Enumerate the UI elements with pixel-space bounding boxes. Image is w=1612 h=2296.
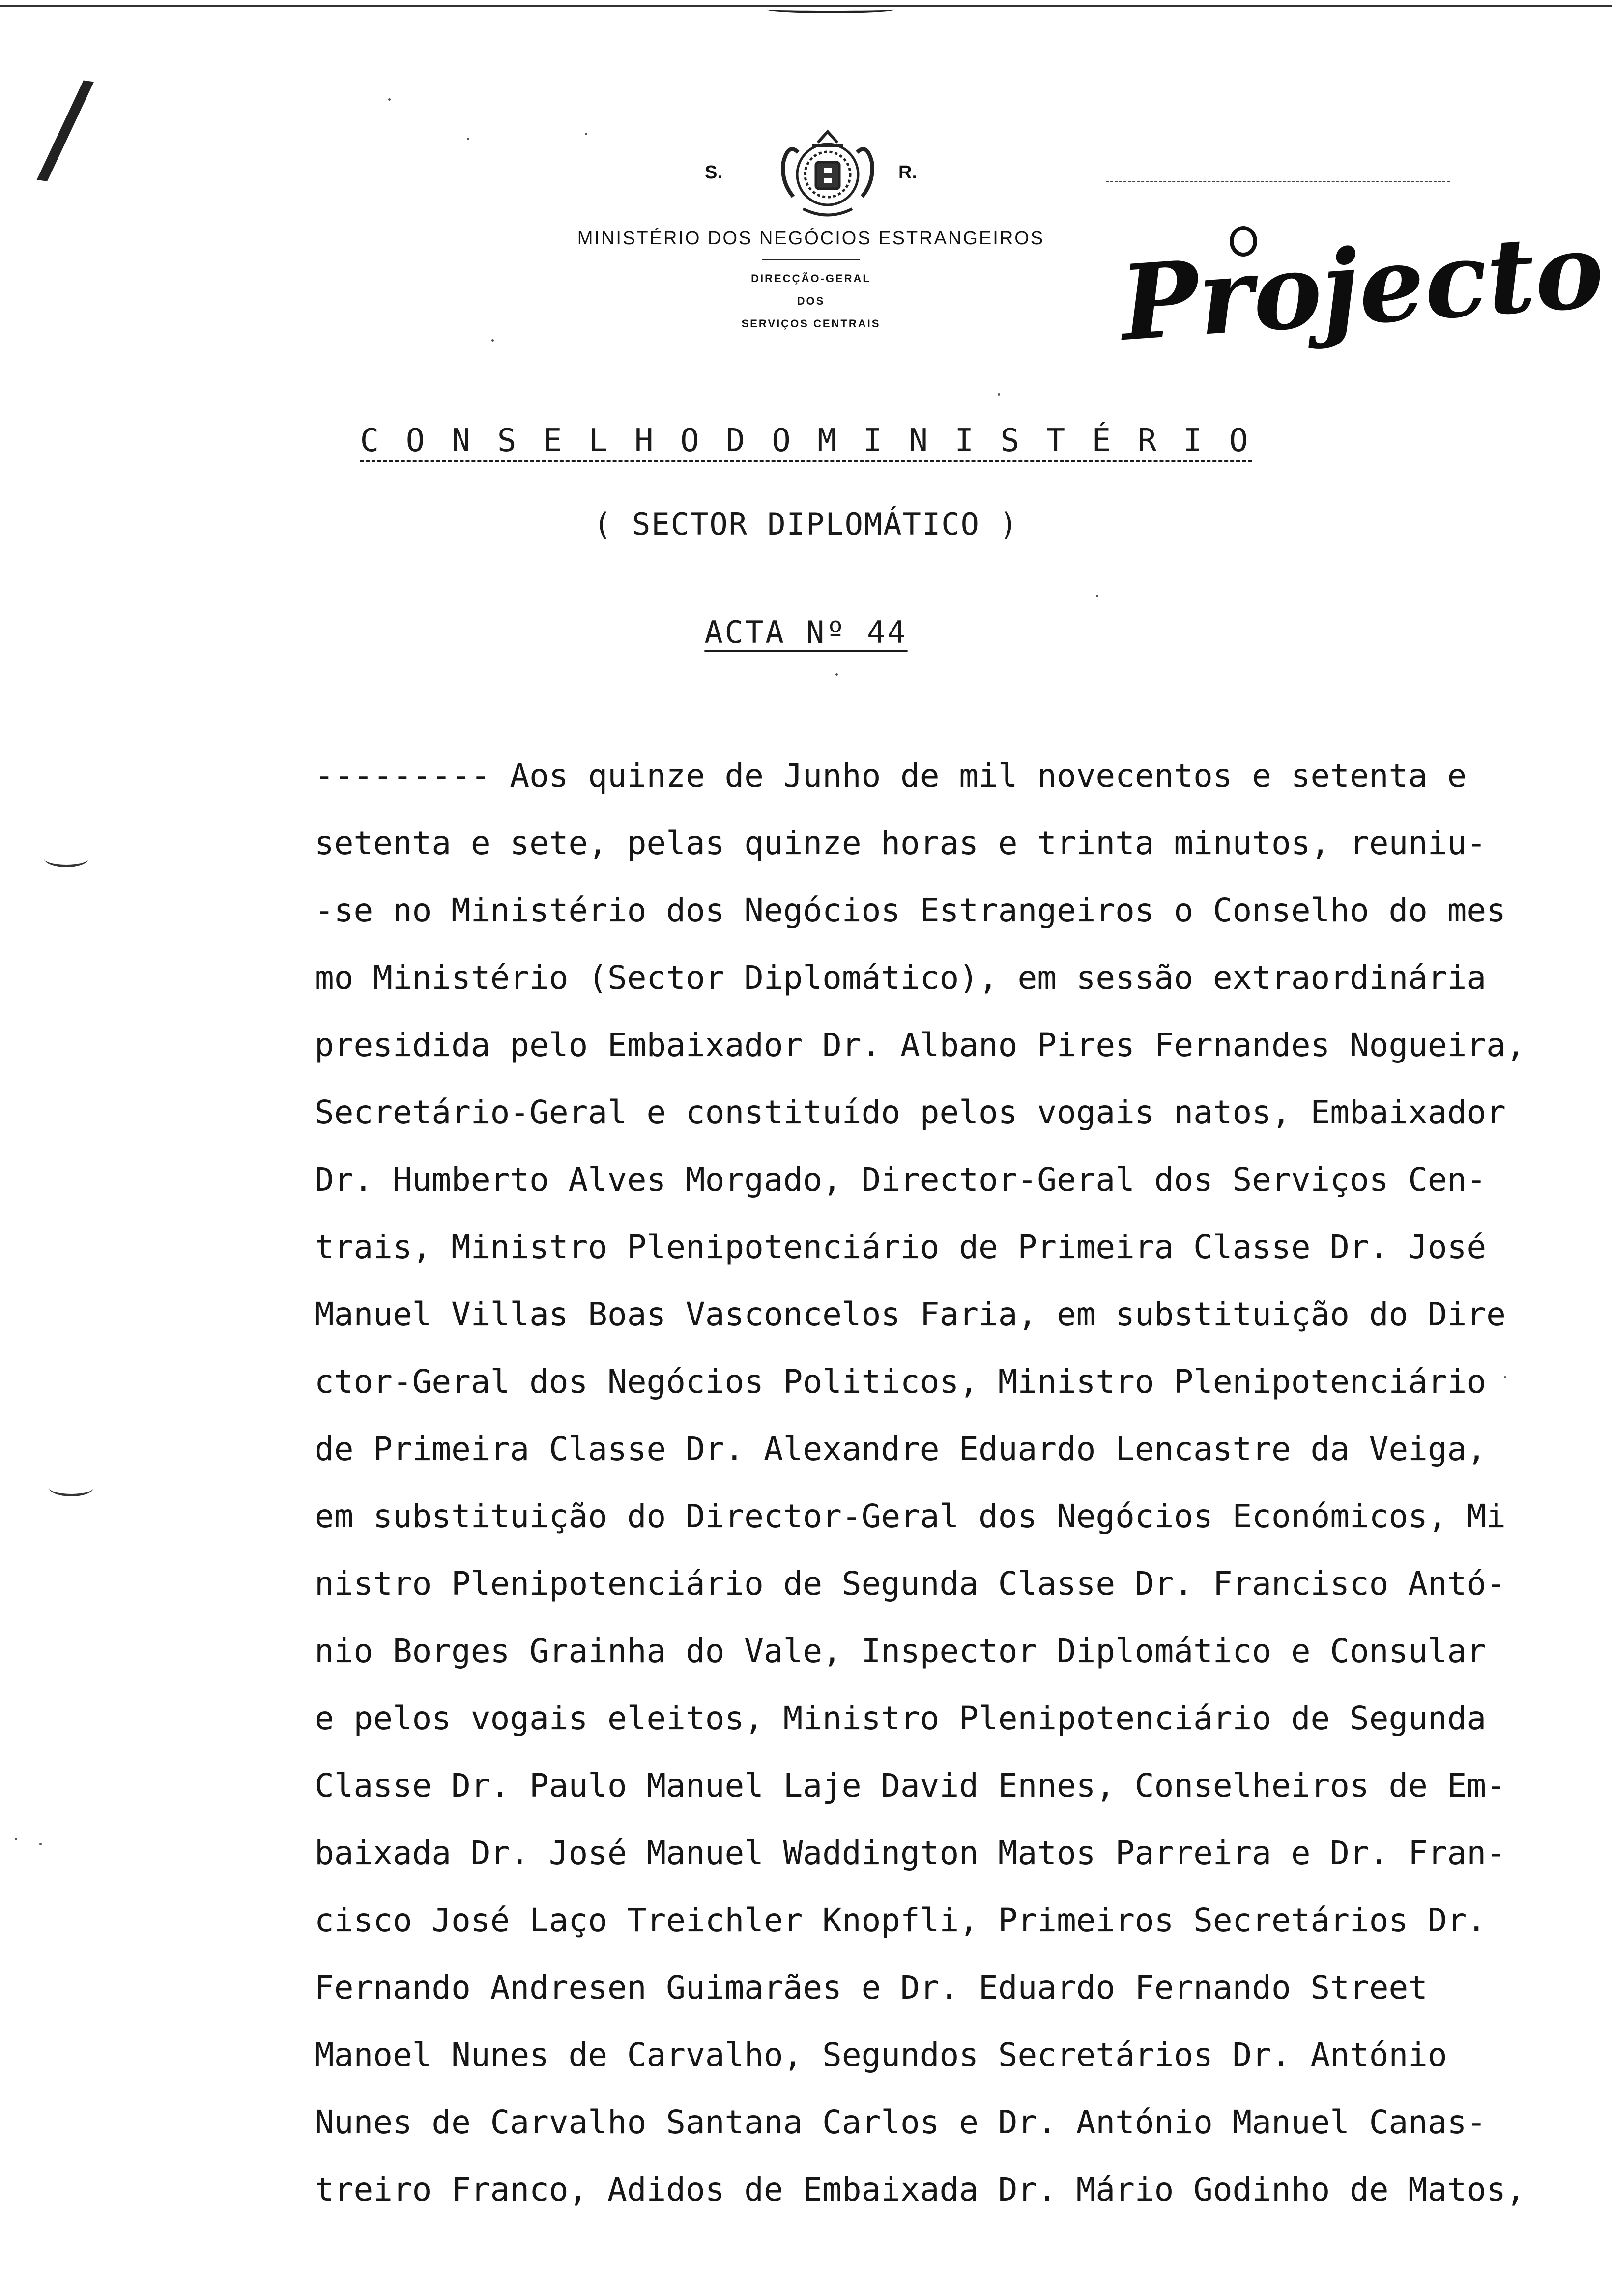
body-line: -se no Ministério dos Negócios Estrangeiros o Conselho do mes xyxy=(315,891,1506,929)
body-line: cisco José Laço Treichler Knopfli, Primeiros Secretários Dr. xyxy=(315,1901,1487,1939)
handwritten-check-mark: / xyxy=(34,51,98,204)
paper-speck xyxy=(585,133,587,135)
projecto-handwriting: Projecto xyxy=(1117,209,1608,364)
paper-speck xyxy=(491,339,494,342)
body-line: de Primeira Classe Dr. Alexandre Eduardo Lencastre da Veiga, xyxy=(315,1430,1487,1468)
body-line: baixada Dr. José Manuel Waddington Matos Parreira e Dr. Fran- xyxy=(315,1834,1506,1872)
body-line: trais, Ministro Plenipotenciário de Primeira Classe Dr. José xyxy=(315,1228,1487,1266)
margin-tick-mark xyxy=(49,1479,93,1496)
paper-speck xyxy=(39,1843,42,1845)
body-line: Manuel Villas Boas Vasconcelos Faria, em substituição do Dire xyxy=(315,1295,1506,1333)
stamp-dash-line xyxy=(1106,181,1450,182)
department-line: DIRECÇÃO-GERAL xyxy=(751,272,871,285)
document-subtitle: ( SECTOR DIPLOMÁTICO ) xyxy=(593,506,1019,542)
paper-speck xyxy=(15,1838,17,1840)
minutes-body xyxy=(315,742,1573,2223)
body-line: e pelos vogais eleitos, Ministro Plenipotenciário de Segunda xyxy=(315,1699,1487,1737)
document-title: C O N S E L H O D O M I N I S T É R I O xyxy=(360,423,1252,459)
body-line: --------- Aos quinze de Junho de mil novecentos e setenta e xyxy=(315,757,1467,795)
body-line: nio Borges Grainha do Vale, Inspector Diplomático e Consular xyxy=(315,1632,1487,1670)
body-line: Secretário-Geral e constituído pelos vogais natos, Embaixador xyxy=(315,1093,1506,1131)
paper-speck xyxy=(1096,595,1098,597)
ministry-name: MINISTÉRIO DOS NEGÓCIOS ESTRANGEIROS xyxy=(577,228,1045,249)
projecto-stamp xyxy=(1101,206,1608,413)
body-line: Nunes de Carvalho Santana Carlos e Dr. António Manuel Canas- xyxy=(315,2103,1487,2141)
crest-row xyxy=(516,118,1106,226)
body-line: em substituição do Director-Geral dos Negócios Económicos, Mi xyxy=(315,1497,1506,1535)
letterhead-initial-r: R. xyxy=(898,162,917,183)
department-line: DOS xyxy=(797,295,825,307)
body-line: presidida pelo Embaixador Dr. Albano Pires Fernandes Nogueira, xyxy=(315,1026,1526,1064)
body-line: treiro Franco, Adidos de Embaixada Dr. Mário Godinho de Matos, xyxy=(315,2171,1526,2209)
body-line: ctor-Geral dos Negócios Politicos, Ministro Plenipotenciário xyxy=(315,1363,1487,1401)
margin-tick-mark xyxy=(44,850,88,867)
letterhead-divider xyxy=(762,259,860,260)
acta-number: ACTA Nº 44 xyxy=(704,614,908,650)
letterhead-initial-s: S. xyxy=(705,162,722,183)
paper-speck xyxy=(1504,1376,1506,1378)
body-line: setenta e sete, pelas quinze horas e trinta minutos, reuniu- xyxy=(315,824,1487,862)
letterhead xyxy=(516,118,1106,335)
top-edge-mark xyxy=(767,6,894,13)
body-line: Classe Dr. Paulo Manuel Laje David Ennes, Conselheiros de Em- xyxy=(315,1767,1506,1805)
department-line: SERVIÇOS CENTRAIS xyxy=(741,317,881,330)
body-line: Dr. Humberto Alves Morgado, Director-Geral dos Serviços Cen- xyxy=(315,1161,1487,1199)
paper-speck xyxy=(998,393,1000,396)
paper-speck xyxy=(388,98,391,101)
coat-of-arms-icon xyxy=(769,123,887,221)
body-line: mo Ministério (Sector Diplomático), em sessão extraordinária xyxy=(315,959,1487,997)
paper-speck xyxy=(835,673,838,676)
paper-speck xyxy=(467,138,469,140)
body-line: Manoel Nunes de Carvalho, Segundos Secretários Dr. António xyxy=(315,2036,1447,2074)
body-line: Fernando Andresen Guimarães e Dr. Eduardo Fernando Street xyxy=(315,1969,1428,2007)
body-line: nistro Plenipotenciário de Segunda Classe Dr. Francisco Antó- xyxy=(315,1565,1506,1603)
